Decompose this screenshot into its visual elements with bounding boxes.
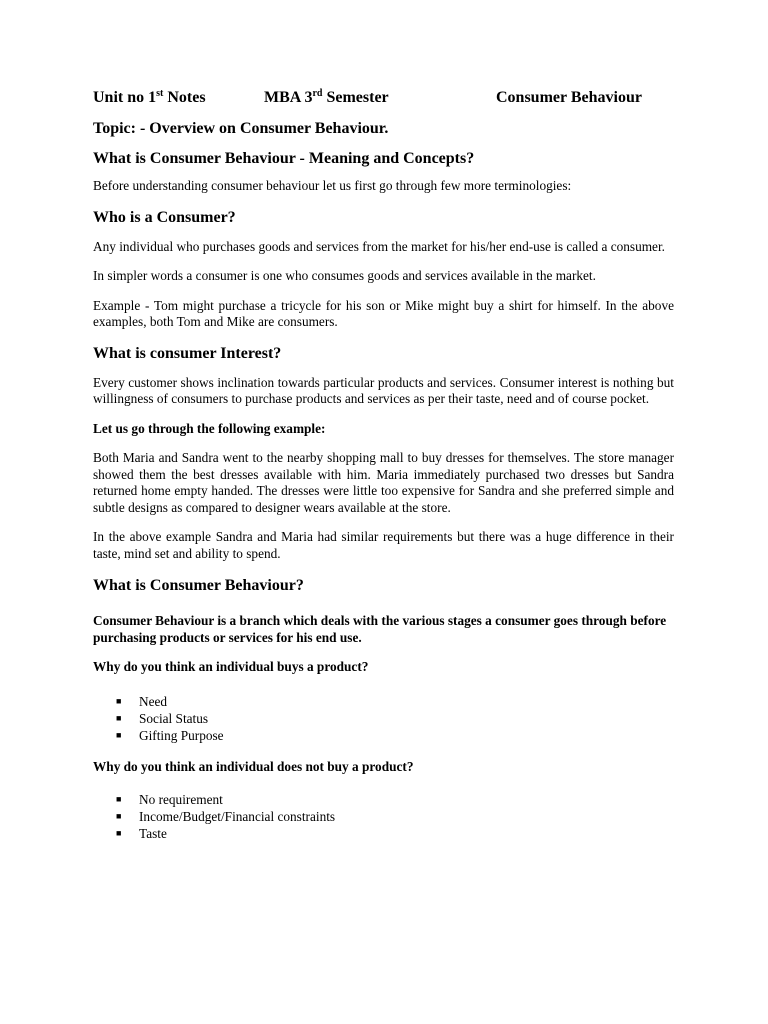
list-item xyxy=(93,808,674,825)
main-heading: What is Consumer Behaviour - Meaning and Concepts? xyxy=(93,150,475,167)
list-item xyxy=(93,727,674,744)
unit-sup: st xyxy=(156,88,164,99)
list-item-text: Gifting Purpose xyxy=(139,727,224,743)
buy-question: Why do you think an individual buys a product? xyxy=(93,659,369,674)
mba-prefix: MBA 3 xyxy=(264,89,313,106)
topic-title: Topic: - Overview on Consumer Behaviour. xyxy=(93,120,389,137)
who-heading: Who is a Consumer? xyxy=(93,208,236,226)
example-paragraph-1: Both Maria and Sandra went to the nearby shopping mall to buy dresses for themselves. The store manager showed them the best dresses available with him. Maria immediately purchased two dresses but Sandra returned home empty handed. The dresses were little too expensive for Sandra and she preferred simple and subtle designs as compared to designer wears available at the store. xyxy=(93,450,674,515)
document-header xyxy=(93,80,674,104)
interest-paragraph: Every customer shows inclination towards particular products and services. Consumer interest is nothing but willingness of consumers to purchase products and services as per their taste, need and of course pocket. xyxy=(93,374,674,406)
list-item-text: Income/Budget/Financial constraints xyxy=(139,809,336,824)
unit-suffix: Notes xyxy=(163,89,206,106)
buy-reasons-list xyxy=(93,693,674,744)
list-item-text: Taste xyxy=(139,826,167,841)
nobuy-reasons-list xyxy=(93,791,674,842)
bullet-icon: ■ xyxy=(116,712,122,723)
mba-suffix: Semester xyxy=(322,89,389,106)
who-paragraph-3: Example - Tom might purchase a tricycle for his son or Mike might buy a shirt for himself. In the above examples, both Tom and Mike are consumers. xyxy=(93,297,674,329)
bullet-icon: ■ xyxy=(116,811,122,821)
unit-prefix: Unit no 1 xyxy=(93,89,157,106)
bullet-icon: ■ xyxy=(116,729,122,740)
list-item xyxy=(93,791,674,808)
semester-label xyxy=(264,86,389,110)
list-item xyxy=(93,825,674,842)
cb-heading: What is Consumer Behaviour? xyxy=(93,577,304,594)
bullet-icon: ■ xyxy=(116,794,122,804)
bullet-icon: ■ xyxy=(116,828,122,838)
who-paragraph-2: In simpler words a consumer is one who consumes goods and services available in the market. xyxy=(93,268,596,283)
cb-definition: Consumer Behaviour is a branch which deals with the various stages a consumer goes through before purchasing products or services for his end use. xyxy=(93,613,667,645)
list-item-text: Social Status xyxy=(139,710,209,726)
list-item xyxy=(93,710,674,727)
list-item xyxy=(93,693,674,710)
mba-sup: rd xyxy=(312,88,323,99)
nobuy-question: Why do you think an individual does not buy a product? xyxy=(93,758,414,774)
list-item-text: Need xyxy=(139,693,168,709)
interest-heading: What is consumer Interest? xyxy=(93,344,282,362)
list-item-text: No requirement xyxy=(139,792,223,807)
example-label: Let us go through the following example: xyxy=(93,420,326,436)
intro-paragraph: Before understanding consumer behaviour let us first go through few more terminologies: xyxy=(93,178,572,193)
unit-label xyxy=(93,86,206,110)
document-page xyxy=(93,80,674,842)
subject-label: Consumer Behaviour xyxy=(496,89,642,106)
bullet-icon: ■ xyxy=(116,695,122,706)
who-paragraph-1: Any individual who purchases goods and services from the market for his/her end-use is called a consumer. xyxy=(93,238,665,254)
example-paragraph-2: In the above example Sandra and Maria had similar requirements but there was a huge difference in their taste, mind set and ability to spend. xyxy=(93,529,674,561)
